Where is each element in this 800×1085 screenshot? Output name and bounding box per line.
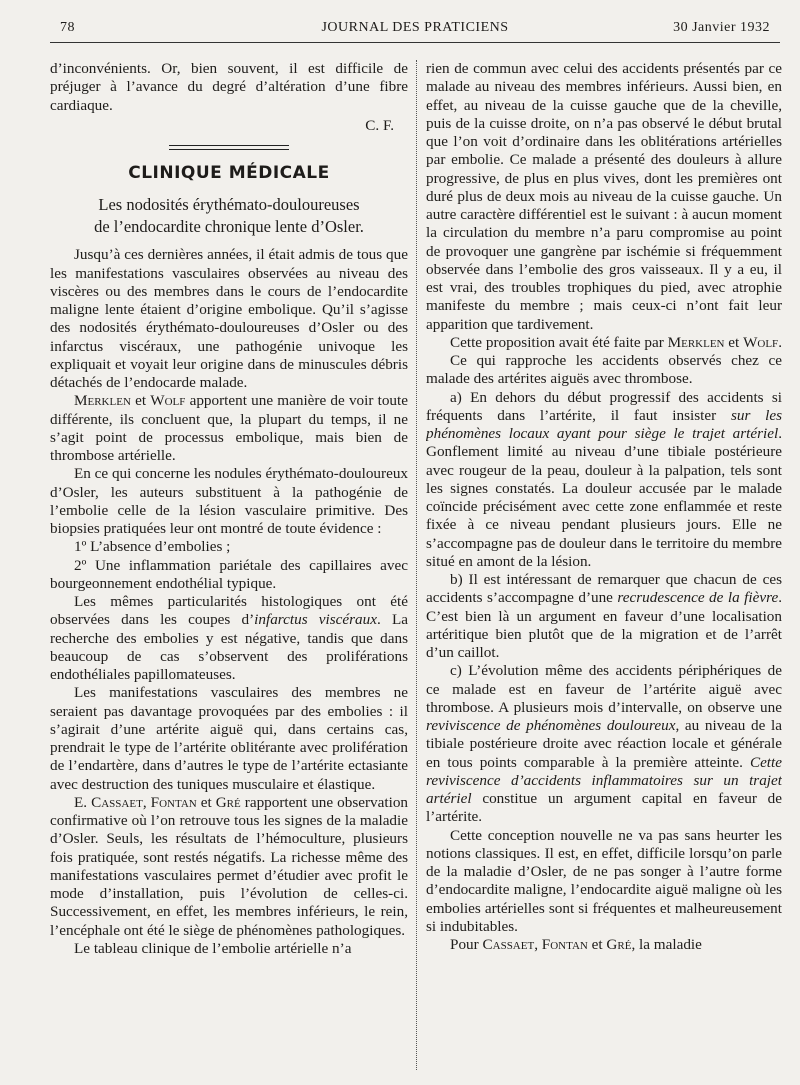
paragraph-7: Le tableau clinique de l’embolie artérielle n’a	[74, 939, 352, 957]
section-divider	[169, 145, 289, 150]
author-name: Gré	[215, 793, 241, 811]
article-title-line2: de l’endocardite chronique lente d’Osler.	[94, 217, 364, 237]
italic-phrase: reviviscence de phénomènes douloureux	[426, 717, 676, 734]
paragraph-r8: Pour Cassaet, Fontan et Gré, la maladie	[450, 936, 702, 953]
article-title-line1: Les nodosités érythémato-douloureuses	[98, 195, 360, 215]
author-name: Fontan	[150, 793, 197, 811]
paragraph-2: Merklen et Wolf apportent une manière de voir toute différente, ils concluent que, la plupart du temps, il ne s’agit point de processus embolique, mais bien de thrombose artérielle.	[50, 392, 408, 464]
author-name: Cassaet	[91, 793, 143, 811]
author-name: Fontan	[541, 936, 588, 953]
left-column	[50, 60, 408, 958]
intro-paragraph: d’inconvénients. Or, bien souvent, il est difficile de préjuger à l’avance du degré d’altération d’une fibre cardiaque.	[50, 60, 408, 114]
column-separator	[416, 60, 417, 1070]
article-title	[50, 194, 408, 238]
signature: C. F.	[365, 116, 394, 134]
paragraph-3: En ce qui concerne les nodules érythémato-douloureux d’Osler, les auteurs substituent à la pathogénie de l’embolie celle de la lésion vasculaire primitive. Des biopsies pratiquées leur ont montré de toute évidence :	[50, 465, 409, 537]
author-name: Cassaet	[482, 936, 535, 953]
section-title: CLINIQUE MÉDICALE	[128, 163, 330, 183]
paragraph-1: Jusqu’à ces dernières années, il était admis de tous que les manifestations vasculaires observées au niveau des viscères ou des membres dans le cours de l’endocardite maligne lente étaient d’origine embolique. Qu’il s’agisse des nodosités érythémato-douloureuses d’Osler ou des infarctus viscéraux, une pathogénie univoque les expliquait et voyait leur origine dans de minuscules débris détachés de l’endocarde malade.	[50, 246, 408, 391]
paragraph-r6: c) L’évolution même des accidents périphériques de ce malade est en faveur de l’artérite aiguë avec thrombose. A plusieurs mois d’intervalle, on observe une reviviscence de phénomènes douloureux, au niveau de la tibiale postérieure droite avec réaction locale et générale en tous points comparable à la première atteinte. Cette reviviscence d’accidents inflammatoires sur un trajet artériel constitue un argument capital en faveur de l’artérite.	[426, 662, 782, 826]
author-name: Gré	[606, 936, 632, 953]
paragraph-r4: a) En dehors du début progressif des accidents si fréquents dans l’artérite, il faut insister sur les phénomènes locaux ayant pour siège le trajet artériel. Gonflement limité au niveau d’une tibiale postérieure avec rougeur de la peau, douleur à la palpation, tels sont les signes constatés. La douleur accusée par le malade coïncide précisément avec cette zone enflammée et reste fixée à ce niveau pendant plusieurs jours. Elle ne s’accompagne pas de douleur dans le territoire du membre situé en amont de la lésion.	[426, 388, 782, 570]
list-item: 1º L’absence d’embolies ;	[74, 538, 231, 556]
journal-title: JOURNAL DES PRATICIENS	[321, 20, 509, 35]
italic-phrase: recrudescence de la fièvre	[617, 589, 779, 607]
author-name: Merklen	[74, 392, 131, 410]
paragraph-r3: Ce qui rapproche les accidents observés chez ce malade des artérites aiguës avec thrombose.	[426, 352, 782, 388]
italic-phrase: infarctus viscéraux	[254, 611, 377, 629]
paragraph-r5: b) Il est intéressant de remarquer que chacun de ces accidents s’accompagne d’une recrudescence de la fièvre. C’est bien là un argument en faveur d’une localisation artéritique bien plutôt que de la migration et de l’arrêt d’un caillot.	[426, 571, 782, 661]
page-number: 78	[60, 20, 75, 35]
italic-phrase: sur les phénomènes locaux ayant pour siège le trajet artériel	[426, 406, 782, 442]
paragraph-r2: Cette proposition avait été faite par Merklen et Wolf.	[450, 333, 782, 351]
issue-date: 30 Janvier 1932	[673, 20, 770, 35]
list-item: 2º Une inflammation pariétale des capillaires avec bourgeonnement endothélial typique.	[50, 556, 408, 592]
paragraph-r7: Cette conception nouvelle ne va pas sans heurter les notions classiques. Il est, en effet, difficile lorsqu’on parle de la maladie d’Osler, de ne pas songer à l’autre forme d’endocardite maligne, l’endocardite aiguë maligne où les embolies artérielles sont si fréquentes et malheureusement si indubitables.	[426, 826, 782, 935]
author-name: Wolf	[743, 333, 779, 351]
italic-phrase: Cette reviviscence d’accidents inflammatoires sur un trajet artériel	[426, 753, 782, 807]
author-name: Merklen	[667, 333, 725, 351]
paragraph-r1: rien de commun avec celui des accidents présentés par ce malade au niveau des membres inférieurs. Aussi bien, en effet, au niveau de la cuisse gauche que de la cheville, puis de la cuisse droite, on n’a pas observé le début brutal que l’on voit d’ordinaire dans les oblitérations artérielles par embolie. Ce malade a présenté des douleurs à allure progressive, de plus en plus vives, dont les premières ont duré plus de deux mois au niveau de la cuisse gauche. Un autre caractère différentiel est le suivant : à aucun moment la circulation du membre n’a paru compromise au point de provoquer une gangrène par ischémie si fréquemment observée dans l’embolie des gros vaisseaux. Il y a eu, il est vrai, des troubles trophiques du pied, avec atrophie manifeste du membre ; mais ceux-ci n’ont fait leur apparition que tardivement.	[426, 60, 782, 333]
right-column	[426, 60, 782, 954]
paragraph-6: E. Cassaet, Fontan et Gré rapportent une observation confirmative où l’on retrouve tous les signes de la maladie d’Osler. Seuls, les résultats de l’hémoculture, plusieurs fois pratiquée, sont restés négatifs. La richesse même des manifestations vasculaires permet d’étudier avec profit le mode d’installation, puis l’évolution de celles-ci. Successivement, en effet, les membres inférieurs, le rein, l’encéphale ont été le siège de phénomènes pathologiques.	[50, 793, 409, 939]
author-name: Wolf	[150, 392, 186, 410]
paragraph-4: Les mêmes particularités histologiques ont été observées dans les coupes d’infarctus viscéraux. La recherche des embolies y est négative, tandis que dans beaucoup de cas s’observent des proliférations endothéliales papillomateuses.	[50, 593, 408, 683]
paragraph-5: Les manifestations vasculaires des membres ne seraient pas davantage provoquées par des embolies : il s’agirait d’une artérite aiguë qui, dans certains cas, prendrait le type de l’artérite oblitérante avec prolifération de l’endartère, dans d’autres le type de l’artérite ectasiante avec destruction des tuniques musculaire et élastique.	[50, 684, 408, 793]
header-rule	[50, 42, 780, 43]
running-header	[60, 18, 770, 40]
